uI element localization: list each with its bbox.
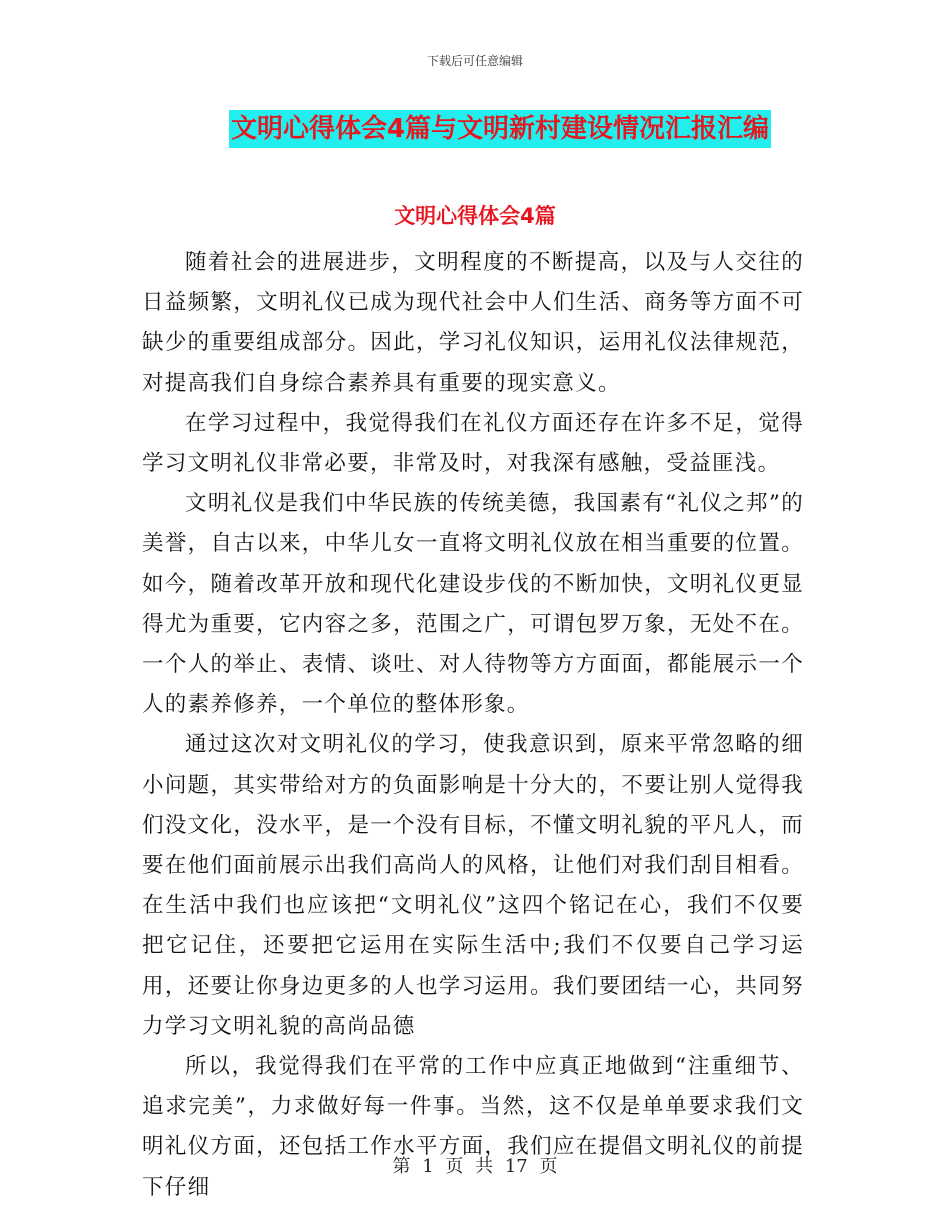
paragraph: 通过这次对文明礼仪的学习，使我意识到，原来平常忽略的细小问题，其实带给对方的负面影响是十分大的，不要让别人觉得我们没文化，没水平，是一个没有目标，不懂文明礼貌的平凡人，而要在他们面前展示出我们高尚人的风格，让他们对我们刮目相看。在生活中我们也应该把“文明礼仪”这四个铭记在心，我们不仅要把它记住，还要把它运用在实际生活中;我们不仅要自己学习运用，还要让你身边更多的人也学习运用。我们要团结一心，共同努力学习文明礼貌的高尚品德 bbox=[142, 732, 804, 1039]
section-title: 文明心得体会4篇 bbox=[394, 204, 556, 228]
paragraph: 随着社会的进展进步，文明程度的不断提高，以及与人交往的日益频繁，文明礼仪已成为现代社会中人们生活、商务等方面不可缺少的重要组成部分。因此，学习礼仪知识，运用礼仪法律规范，对提高我们自身综合素养具有重要的现实意义。 bbox=[142, 250, 804, 396]
body-text bbox=[142, 243, 804, 1208]
document-title-wrap bbox=[0, 110, 950, 148]
header-note: 下载后可任意编辑 bbox=[426, 54, 523, 68]
page-footer: 第 1 页 共 17 页 bbox=[392, 1156, 558, 1177]
paragraph: 在学习过程中，我觉得我们在礼仪方面还存在许多不足，觉得学习文明礼仪非常必要，非常及时，对我深有感触，受益匪浅。 bbox=[142, 410, 804, 477]
paragraph: 文明礼仪是我们中华民族的传统美德，我国素有“礼仪之邦”的美誉，自古以来，中华儿女一直将文明礼仪放在相当重要的位置。如今，随着改革开放和现代化建设步伐的不断加快，文明礼仪更显得尤为重要，它内容之多，范围之广，可谓包罗万象，无处不在。一个人的举止、表情、谈吐、对人待物等方方面面，都能展示一个人的素养修养，一个单位的整体形象。 bbox=[142, 491, 804, 718]
document-title: 文明心得体会4篇与文明新村建设情况汇报汇编 bbox=[229, 110, 771, 148]
paragraph: 所以，我觉得我们在平常的工作中应真正地做到“注重细节、追求完美”，力求做好每一件事。当然，这不仅是单单要求我们文明礼仪方面，还包括工作水平方面，我们应在提倡文明礼仪的前提下仔细 bbox=[142, 1054, 804, 1200]
